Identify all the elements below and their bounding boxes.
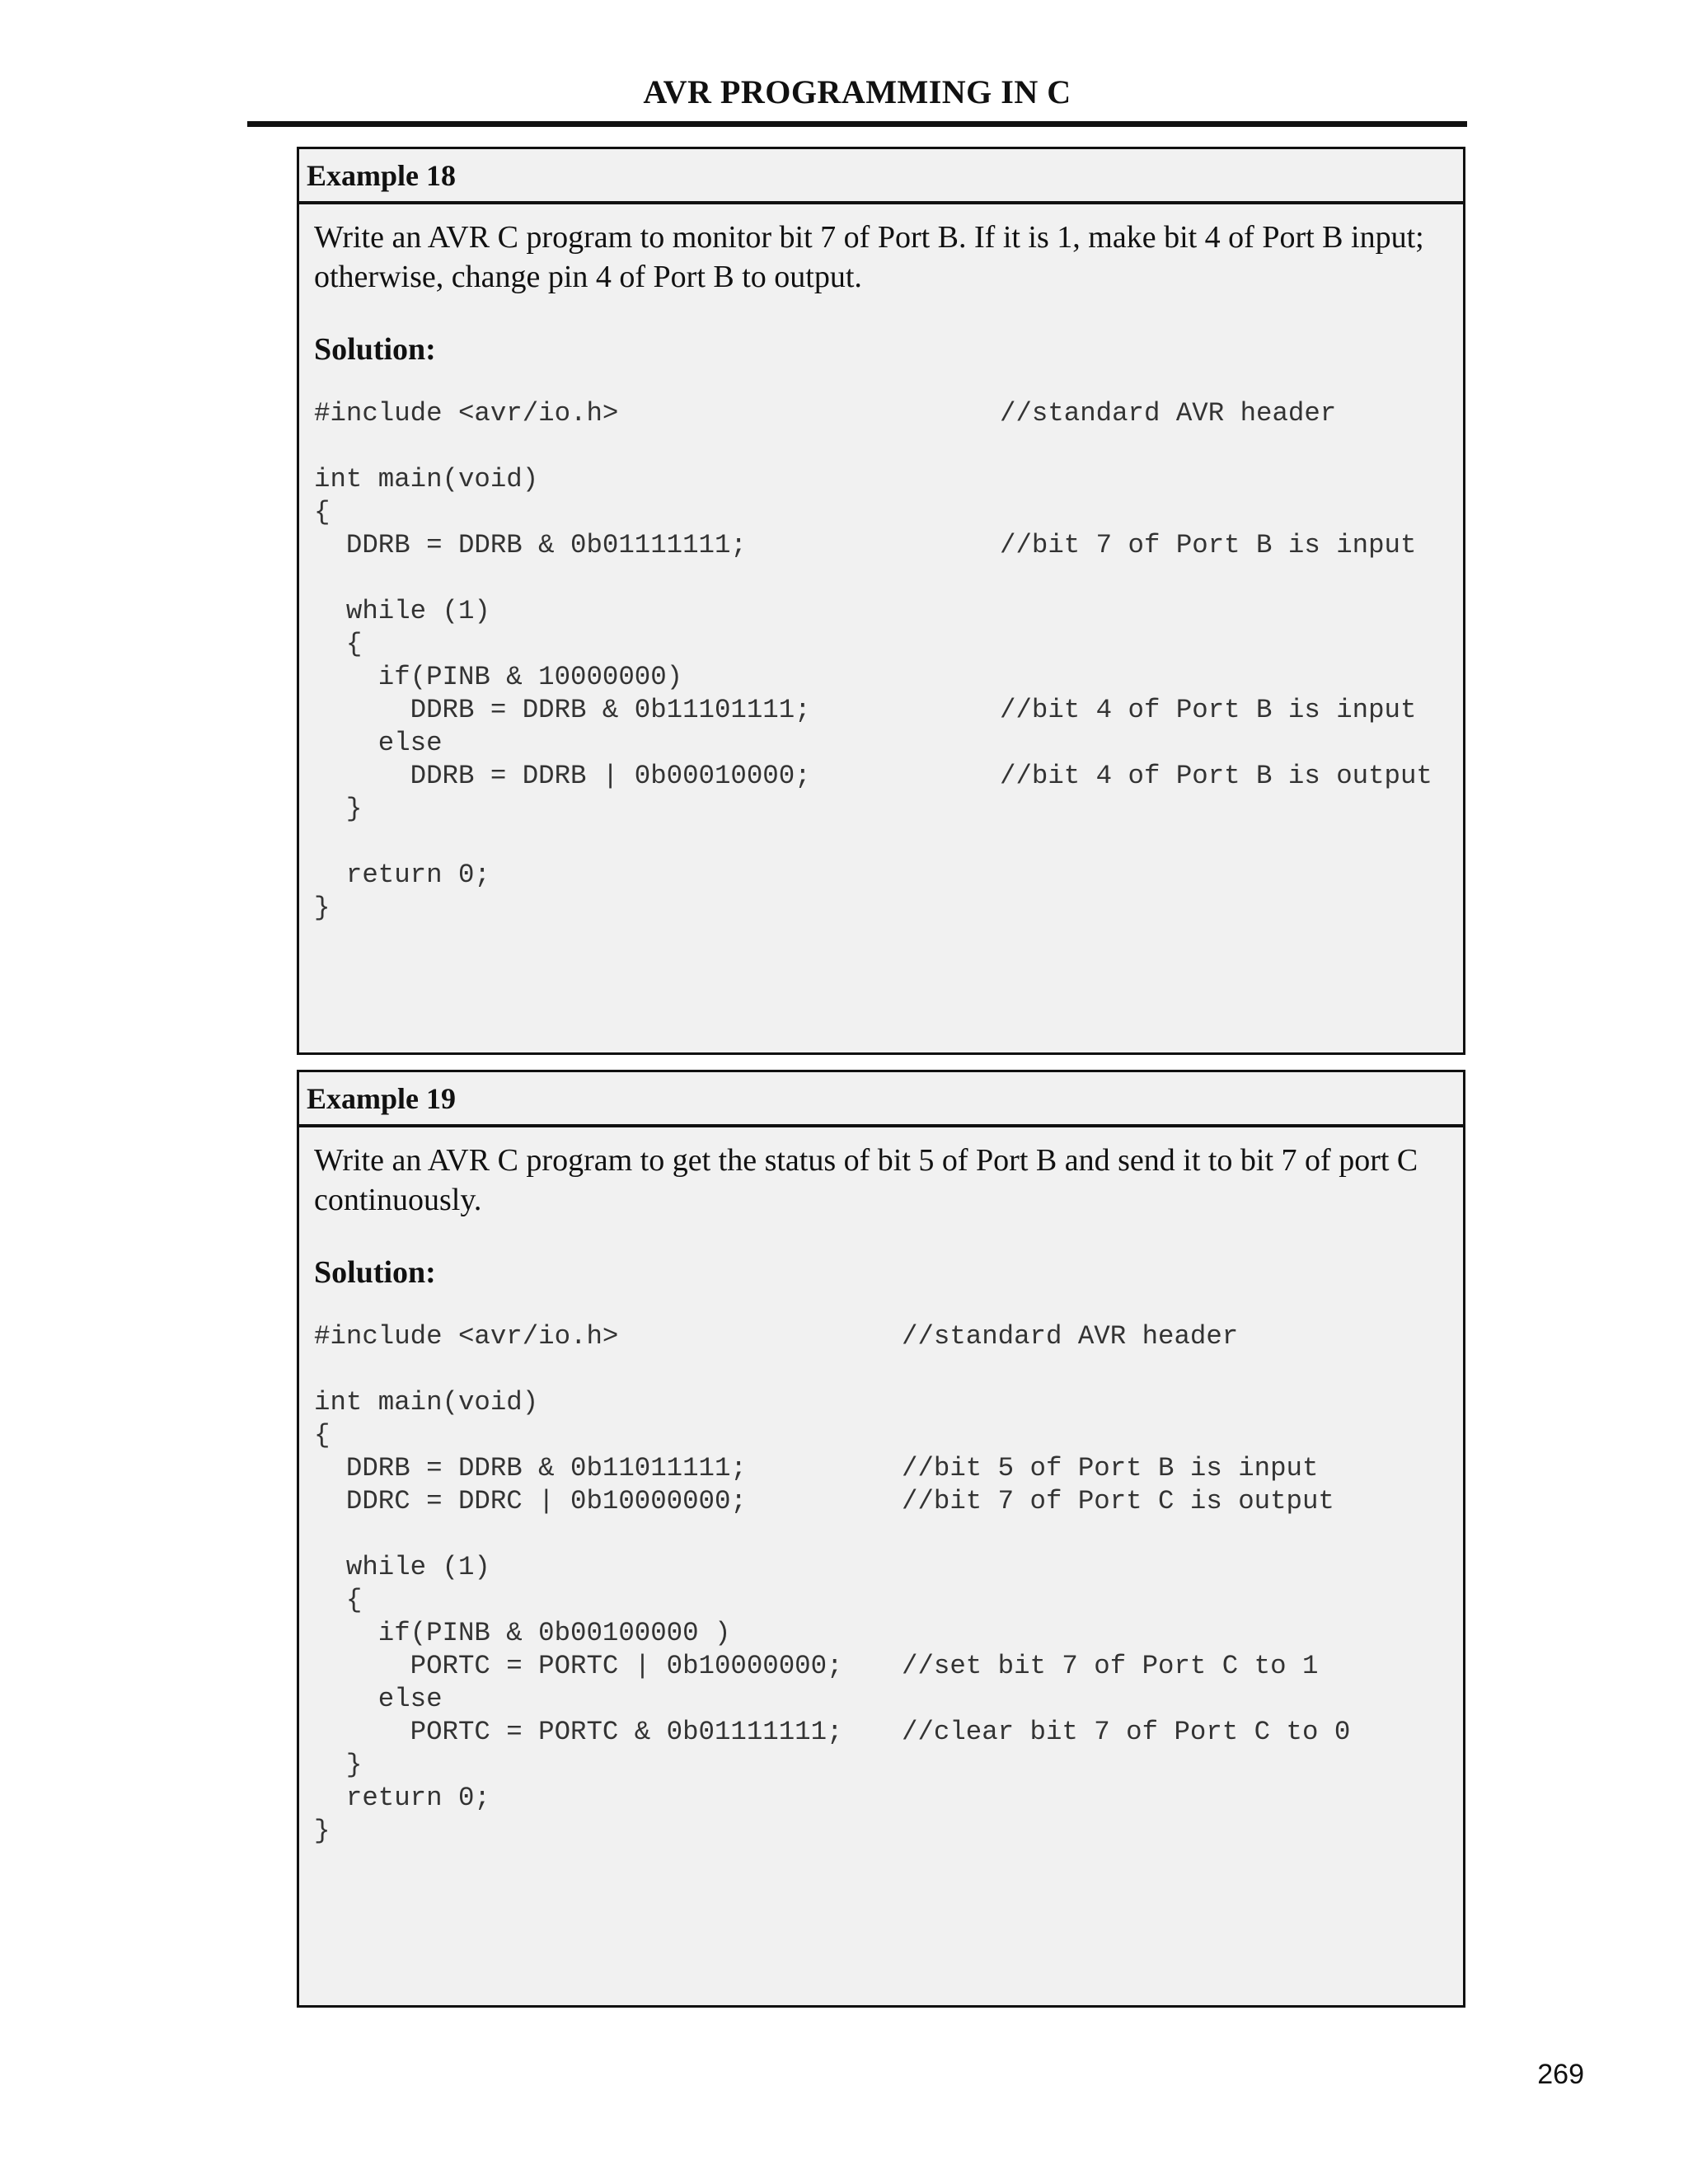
code-comment: //standard AVR header <box>1000 398 1337 429</box>
code-text: } <box>314 893 331 923</box>
code-line <box>314 1617 1450 1650</box>
code-line <box>314 793 1450 826</box>
code-text: if(PINB & 0b00100000 ) <box>314 1618 731 1648</box>
code-block <box>314 397 1450 925</box>
code-line <box>314 1782 1450 1815</box>
code-text: int main(void) <box>314 1387 539 1418</box>
code-text: { <box>314 629 363 659</box>
code-line <box>314 595 1450 628</box>
code-text: DDRB = DDRB & 0b11101111; <box>314 695 811 725</box>
code-line <box>314 727 1450 760</box>
code-text: else <box>314 728 443 758</box>
code-comment: //bit 7 of Port B is input <box>1000 530 1417 560</box>
code-line <box>314 694 1450 727</box>
code-line <box>314 1320 1450 1353</box>
solution-label: Solution: <box>314 1255 436 1290</box>
code-line <box>314 1551 1450 1584</box>
code-comment: //clear bit 7 of Port C to 0 <box>902 1717 1351 1747</box>
solution-label: Solution: <box>314 332 436 367</box>
code-comment: //set bit 7 of Port C to 1 <box>902 1651 1319 1681</box>
code-text: { <box>314 1420 331 1451</box>
header-rule <box>247 121 1467 127</box>
code-comment: //bit 4 of Port B is output <box>1000 761 1432 791</box>
code-text: DDRB = DDRB & 0b01111111; <box>314 530 747 560</box>
code-line <box>314 826 1450 859</box>
code-line <box>314 1683 1450 1716</box>
code-text: DDRC = DDRC | 0b10000000; <box>314 1486 747 1516</box>
code-line <box>314 1353 1450 1386</box>
code-line <box>314 1485 1450 1518</box>
code-line <box>314 529 1450 562</box>
code-line <box>314 496 1450 529</box>
code-text: return 0; <box>314 860 490 890</box>
code-line <box>314 628 1450 661</box>
code-text: while (1) <box>314 596 490 626</box>
code-line <box>314 1386 1450 1419</box>
running-header: AVR PROGRAMMING IN C <box>643 73 1071 110</box>
code-line <box>314 859 1450 892</box>
code-text: PORTC = PORTC & 0b01111111; <box>314 1717 843 1747</box>
code-text: while (1) <box>314 1552 490 1582</box>
example-title: Example 19 <box>299 1072 1463 1127</box>
code-text: DDRB = DDRB & 0b11011111; <box>314 1453 747 1483</box>
code-line <box>314 1584 1450 1617</box>
code-line <box>314 892 1450 925</box>
code-text: else <box>314 1684 443 1714</box>
code-line <box>314 562 1450 595</box>
code-line <box>314 1815 1450 1848</box>
code-comment: //standard AVR header <box>902 1321 1239 1352</box>
code-line <box>314 1650 1450 1683</box>
example-19-box <box>297 1070 1465 2008</box>
code-text: PORTC = PORTC | 0b10000000; <box>314 1651 843 1681</box>
code-text: { <box>314 1585 363 1615</box>
code-text: } <box>314 794 363 824</box>
code-text: if(PINB & 10000000) <box>314 662 683 692</box>
code-text: } <box>314 1750 363 1780</box>
code-text: return 0; <box>314 1783 490 1813</box>
code-line <box>314 661 1450 694</box>
code-line <box>314 1419 1450 1452</box>
example-18-box <box>297 147 1465 1055</box>
code-line <box>314 1452 1450 1485</box>
code-text: } <box>314 1816 331 1846</box>
code-line <box>314 463 1450 496</box>
code-text: int main(void) <box>314 464 539 494</box>
code-line <box>314 760 1450 793</box>
code-comment: //bit 4 of Port B is input <box>1000 695 1417 725</box>
problem-statement: Write an AVR C program to get the status of bit 5 of Port B and send it to bit 7 of port C continuously. <box>314 1143 1418 1217</box>
code-line <box>314 430 1450 463</box>
code-text: #include <avr/io.h> <box>314 398 619 429</box>
code-line <box>314 1518 1450 1551</box>
code-comment: //bit 7 of Port C is output <box>902 1486 1334 1516</box>
problem-statement: Write an AVR C program to monitor bit 7 of Port B. If it is 1, make bit 4 of Port B input; otherwise, change pin 4 of Port B to output. <box>314 220 1424 294</box>
code-block <box>314 1320 1450 1848</box>
code-text: #include <avr/io.h> <box>314 1321 619 1352</box>
code-text: DDRB = DDRB | 0b00010000; <box>314 761 811 791</box>
code-line <box>314 1749 1450 1782</box>
example-title: Example 18 <box>299 149 1463 204</box>
code-text: { <box>314 497 331 527</box>
code-line <box>314 397 1450 430</box>
page-number: 269 <box>1537 2059 1584 2090</box>
code-line <box>314 1716 1450 1749</box>
code-comment: //bit 5 of Port B is input <box>902 1453 1319 1483</box>
